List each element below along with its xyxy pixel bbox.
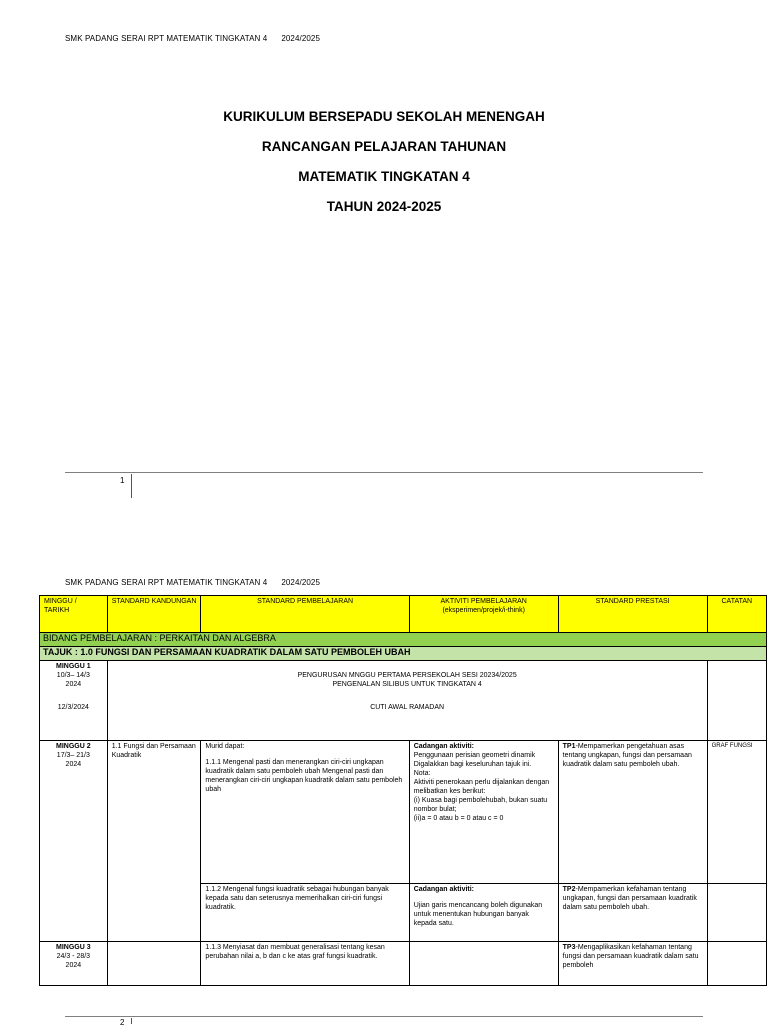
week2-row1 [40, 741, 767, 884]
week2-akt-3: Nota: [413, 770, 431, 777]
week2-cell [40, 741, 108, 942]
aktiviti-header-title: AKTIVITI PEMBELAJARAN [440, 598, 527, 605]
week1-extra-date: 12/3/2024 [57, 704, 89, 711]
header-school: SMK PADANG SERAI RPT MATEMATIK TINGKATAN 4 [65, 34, 268, 43]
week1-row [40, 661, 767, 741]
page2-number: 2 [120, 1018, 125, 1027]
week2-akt-5: (i) Kuasa bagi pembolehubah, bukan suatu nombor bulat; [413, 797, 548, 813]
week2-sk: 1.1 Fungsi dan Persamaan Kuadratik [107, 741, 201, 942]
page1-header [65, 34, 320, 43]
week3-row [40, 942, 767, 986]
title-block [0, 108, 768, 228]
header-year: 2024/2025 [281, 578, 321, 587]
tp1-label: TP1 [562, 743, 576, 750]
page2-header [65, 578, 320, 587]
week2-tp1 [558, 741, 707, 884]
week2-tp2 [558, 884, 707, 942]
page1-footer-bar [131, 474, 132, 498]
title-rpt: RANCANGAN PELAJARAN TAHUNAN [261, 139, 507, 154]
week3-catatan [707, 942, 766, 986]
week2-sp-intro: Murid dapat: [205, 743, 245, 750]
aktiviti-header-sub: (eksperimen/projek/i-think) [442, 607, 525, 614]
week1-catatan [707, 661, 766, 741]
tajuk-row [40, 647, 767, 661]
week2-akt2-title: Cadangan aktiviti: [413, 886, 475, 893]
table-header-row [40, 596, 767, 633]
week1-dates: 10/3– 14/3 [56, 672, 90, 679]
week1-content [107, 661, 707, 741]
week2-sp2: 1.1.2 Mengenal fungsi kuadratik sebagai hubungan banyak kepada satu dan seterusnya memerihalkan ciri-ciri fungsi kuadratik. [201, 884, 409, 942]
col-header-sp: STANDARD PEMBELAJARAN [201, 596, 409, 633]
title-subject: MATEMATIK TINGKATAN 4 [298, 169, 470, 184]
col-header-prestasi: STANDARD PRESTASI [558, 596, 707, 633]
week1-year: 2024 [65, 681, 82, 688]
week3-sk [107, 942, 201, 986]
col-header-sk: STANDARD KANDUNGAN [107, 596, 201, 633]
tp3-label: TP3 [562, 944, 576, 951]
week2-aktiviti1 [409, 741, 558, 884]
bidang-row [40, 633, 767, 647]
week2-year: 2024 [65, 761, 82, 768]
tajuk-label: TAJUK : 1.0 FUNGSI DAN PERSAMAAN KUADRATIK DALAM SATU PEMBOLEH UBAH [40, 647, 767, 661]
tp2-text: -Mempamerkan kefahaman tentang ungkapan, fungsi dan persamaan kuadratik dalam satu pemboleh ubah. [562, 886, 697, 911]
week3-cell [40, 942, 108, 986]
col-header-minggu: MINGGU / TARIKH [40, 596, 108, 633]
page1-number: 1 [120, 476, 125, 485]
week2-dates: 17/3– 21/3 [56, 752, 90, 759]
header-school: SMK PADANG SERAI RPT MATEMATIK TINGKATAN 4 [65, 578, 268, 587]
week2-aktiviti2 [409, 884, 558, 942]
week2-sp-1: 1.1.1 Mengenal pasti dan menerangkan ciri-ciri ungkapan kuadratik dalam satu pemboleh ubah Mengenal pasti dan menerangkan ciri-ciri ungkapan kuadratik dalam satu pemboleh ubah [205, 759, 403, 793]
week1-label: MINGGU 1 [56, 663, 91, 670]
page2-footer-rule [65, 1016, 703, 1017]
week3-tp3 [558, 942, 707, 986]
week2-akt-1: Penggunaan perisian geometri dinamik [413, 752, 536, 759]
week2-akt-6: (ii)a = 0 atau b = 0 atau c = 0 [413, 815, 504, 822]
rpt-table [39, 595, 767, 986]
week2-akt-2: Digalakkan bagi keseluruhan tajuk ini. [413, 761, 532, 768]
week1-line3: CUTI AWAL RAMADAN [370, 704, 445, 711]
tp1-text: -Mempamerkan pengetahuan asas tentang ungkapan, fungsi dan persamaan kuadratik dalam satu pemboleh ubah. [562, 743, 692, 768]
week3-year: 2024 [65, 962, 82, 969]
tp3-text: -Mengaplikasikan kefahaman tentang fungsi dan persamaan kuadratik dalam satu pemboleh [562, 944, 699, 969]
week1-cell [40, 661, 108, 741]
title-year: TAHUN 2024-2025 [326, 199, 442, 214]
week2-akt2-text: Ujian garis mencancang boleh digunakan untuk menentukan hubungan banyak kepada satu. [413, 902, 543, 927]
week3-aktiviti [409, 942, 558, 986]
week2-akt-title: Cadangan aktiviti: [413, 743, 475, 750]
week1-line2: PENGENALAN SILIBUS UNTUK TINGKATAN 4 [332, 681, 482, 688]
week3-label: MINGGU 3 [56, 944, 91, 951]
tp2-label: TP2 [562, 886, 576, 893]
title-kurikulum: KURIKULUM BERSEPADU SEKOLAH MENENGAH [223, 109, 545, 124]
week2-sp1 [201, 741, 409, 884]
week2-label: MINGGU 2 [56, 743, 91, 750]
bidang-label: BIDANG PEMBELAJARAN : PERKAITAN DAN ALGEBRA [40, 633, 767, 647]
week3-sp: 1.1.3 Menyiasat dan membuat generalisasi tentang kesan perubahan nilai a, b dan c ke atas graf fungsi kuadratik. [201, 942, 409, 986]
page2-footer-bar [131, 1018, 132, 1024]
col-header-aktiviti [409, 596, 558, 633]
header-year: 2024/2025 [281, 34, 321, 43]
week2-catatan: GRAF FUNGSI [707, 741, 766, 884]
week2-akt-4: Aktiviti penerokaan perlu dijalankan dengan melibatkan kes berikut: [413, 779, 550, 795]
week3-dates: 24/3 - 28/3 [56, 953, 91, 960]
week2-catatan2 [707, 884, 766, 942]
col-header-catatan: CATATAN [707, 596, 766, 633]
page1-footer-rule [65, 472, 703, 473]
week1-line1: PENGURUSAN MNGGU PERTAMA PERSEKOLAH SESI 20234/2025 [297, 672, 517, 679]
